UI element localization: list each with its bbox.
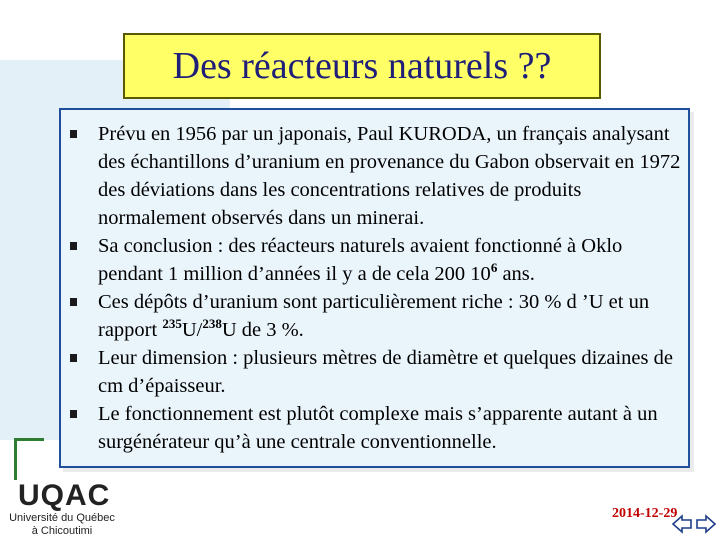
square-bullet-icon (70, 354, 77, 362)
bullet-text-part: Ces dépôts d’uranium sont particulièrement riche : 30 % d ’U et un rapport (98, 291, 650, 341)
bullet-text-part: U/ (181, 319, 203, 341)
bullet-text (98, 291, 649, 341)
slide-date: 2014-12-29 (612, 506, 678, 521)
bullet-text-part: U de 3 %. (221, 319, 304, 341)
bullet-text (98, 123, 680, 229)
slide-title-box (123, 33, 601, 99)
square-bullet-icon (70, 410, 77, 418)
logo-wordmark: UQAC (18, 479, 111, 512)
superscript: 238 (202, 316, 222, 332)
superscript: 235 (162, 316, 182, 332)
bullet-text (98, 403, 658, 453)
bullet-text (98, 235, 622, 285)
bullet-item (61, 120, 682, 232)
bullet-list (61, 110, 688, 456)
superscript: 6 (490, 260, 498, 276)
slide-title: Des réacteurs naturels ?? (172, 45, 552, 87)
bullet-text-part: Le fonctionnement est plutôt complexe mais s’apparente autant à un surgénérateur qu’à une centrale conventionnelle. (98, 403, 658, 453)
bullet-item (61, 400, 682, 456)
bullet-item (61, 232, 682, 288)
bullet-text-part: Sa conclusion : des réacteurs naturels avaient fonctionné à Oklo pendant 1 million d’années il y a de cela 200 10 (98, 235, 623, 285)
logo-subtitle-2: à Chicoutimi (31, 525, 93, 537)
content-box (59, 108, 690, 468)
square-bullet-icon (70, 298, 77, 306)
uqac-logo (6, 480, 126, 538)
bullet-text (98, 347, 673, 397)
bullet-item (61, 288, 682, 344)
nav-arrows-icon[interactable] (671, 512, 717, 536)
square-bullet-icon (70, 242, 77, 250)
bullet-text-part: Prévu en 1956 par un japonais, Paul KURODA, un français analysant des échantillons d’uranium en provenance du Gabon observait en 1972 des déviations dans les concentrations relatives de produits normalement observés dans un minerai. (98, 123, 681, 229)
decorative-line (14, 438, 17, 480)
bullet-text-part: ans. (497, 263, 535, 285)
square-bullet-icon (70, 130, 77, 138)
logo-subtitle-1: Université du Québec (9, 512, 115, 524)
bullet-text-part: Leur dimension : plusieurs mètres de diamètre et quelques dizaines de cm d’épaisseur. (98, 347, 673, 397)
decorative-line (14, 438, 44, 441)
bullet-item (61, 344, 682, 400)
